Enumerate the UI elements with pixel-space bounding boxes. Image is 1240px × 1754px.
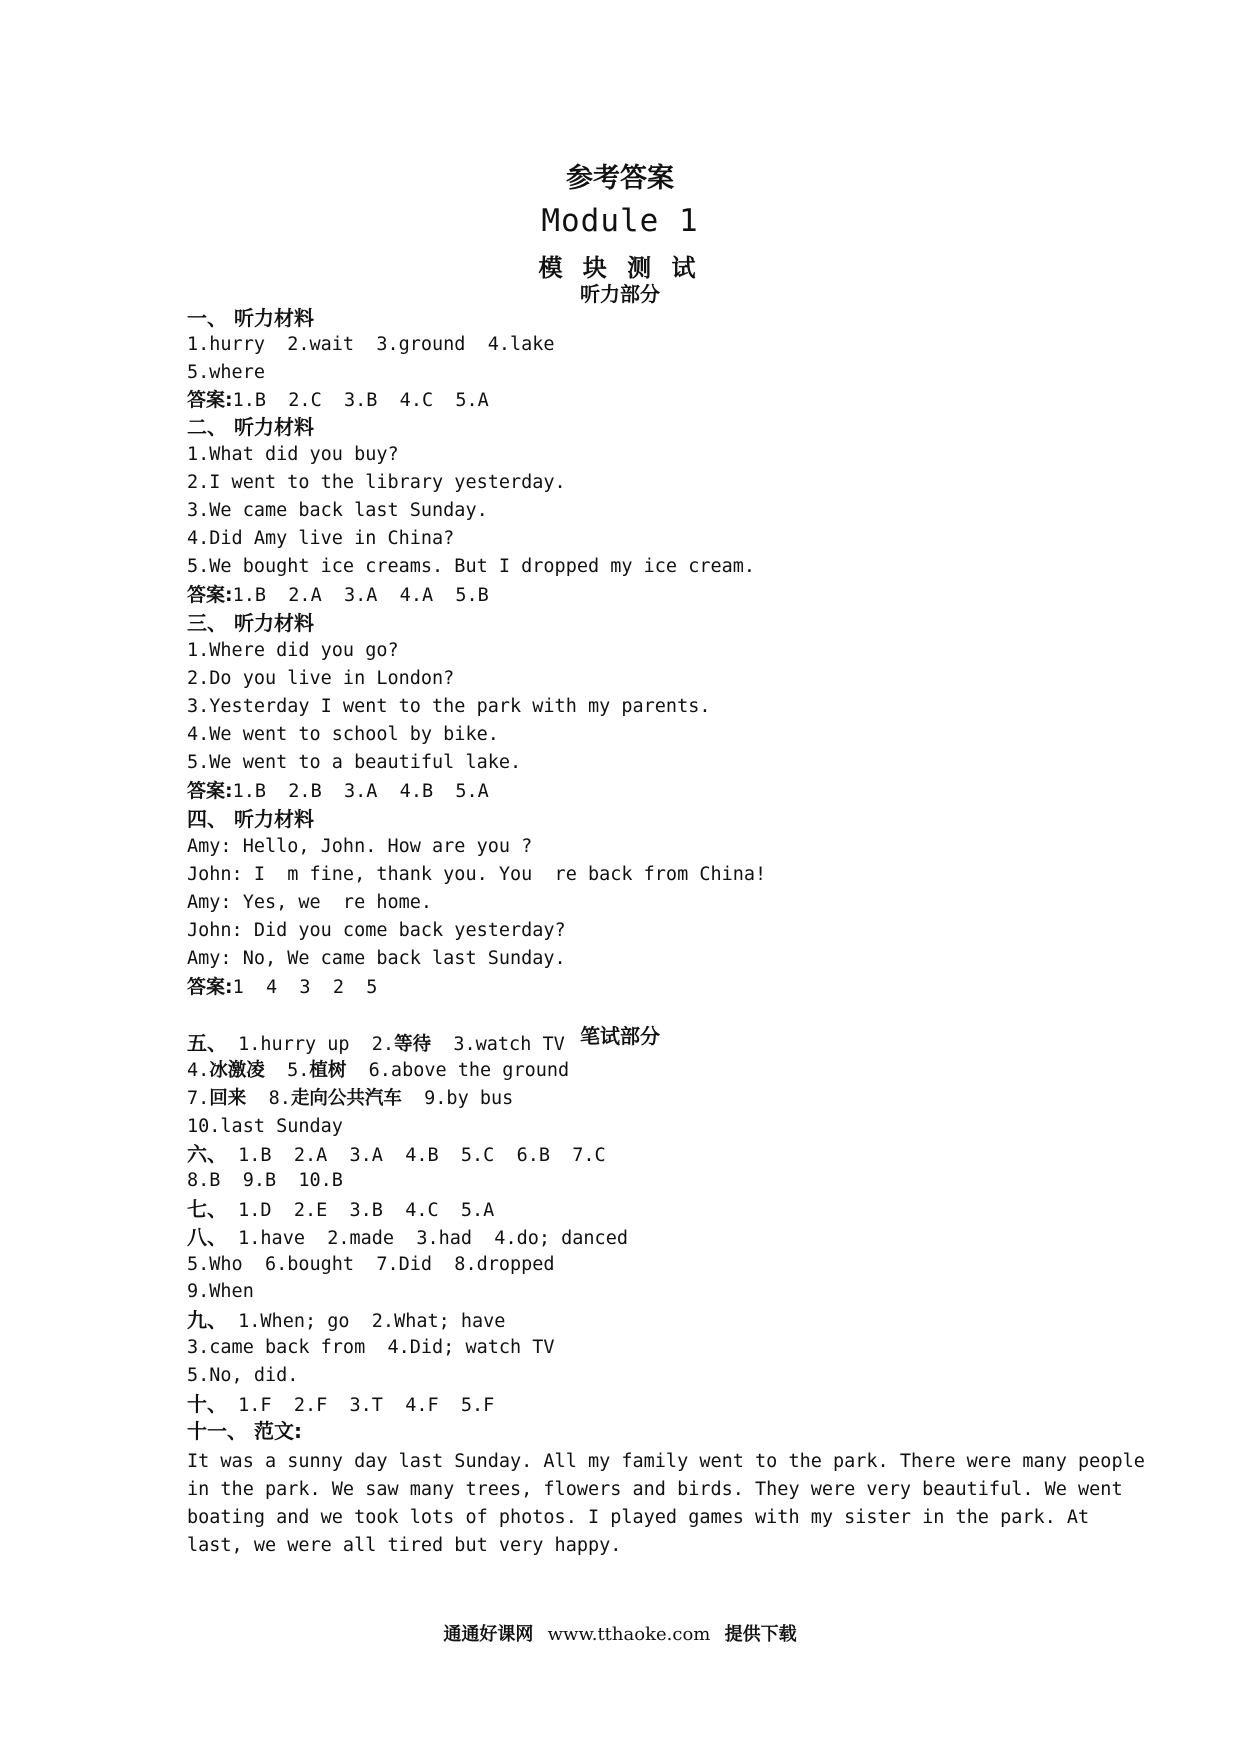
section-2-line: 4.Did Amy live in China?	[187, 528, 455, 549]
answer-text: 1.B 2.C 3.B 4.C 5.A	[232, 390, 489, 411]
section-3-line: 1.Where did you go?	[187, 640, 399, 661]
section-2-heading: 二、 听力材料	[187, 415, 314, 439]
footer-suffix: 提供下载	[724, 1624, 797, 1645]
listening-section-title: 听力部分	[580, 282, 660, 306]
section-9-line: 5.No, did.	[187, 1365, 299, 1386]
section-4-line: John: Did you come back yesterday?	[187, 920, 566, 941]
essay-line: boating and we took lots of photos. I played games with my sister in the park. At	[187, 1507, 1090, 1528]
section-5-line: 7.回来 8.走向公共汽车 9.by bus	[187, 1088, 514, 1109]
section-3-line: 3.Yesterday I went to the park with my parents.	[187, 696, 711, 717]
section-7-line: 七、 1.D 2.E 3.B 4.C 5.A	[187, 1197, 495, 1221]
writing-section-title: 笔试部分	[580, 1024, 660, 1048]
essay-line: in the park. We saw many trees, flowers and birds. They were very beautiful. We went	[187, 1479, 1123, 1500]
answer-text: 1.B 2.A 3.A 4.A 5.B	[232, 585, 489, 606]
footer-site-name: 通通好课网	[443, 1624, 534, 1645]
section-6-line: 8.B 9.B 10.B	[187, 1170, 343, 1191]
answer-label: 答案:	[187, 389, 233, 411]
section-10-line: 十、 1.F 2.F 3.T 4.F 5.F	[187, 1392, 495, 1416]
section-4-line: Amy: Yes, we re home.	[187, 892, 433, 913]
section-3-answer	[187, 778, 489, 804]
section-2-line: 5.We bought ice creams. But I dropped my ice cream.	[187, 556, 756, 577]
section-5-line: 4.冰激凌 5.植树 6.above the ground	[187, 1060, 570, 1081]
section-8-line: 5.Who 6.bought 7.Did 8.dropped	[187, 1254, 555, 1275]
footer-url-link[interactable]: www.tthaoke.com	[547, 1624, 711, 1645]
section-2-line: 2.I went to the library yesterday.	[187, 472, 566, 493]
section-4-line: Amy: No, We came back last Sunday.	[187, 948, 566, 969]
section-1-line: 1.hurry 2.wait 3.ground 4.lake	[187, 334, 555, 355]
section-9-line: 九、 1.When; go 2.What; have	[187, 1308, 506, 1332]
essay-line: It was a sunny day last Sunday. All my family went to the park. There were many people	[187, 1451, 1145, 1472]
section-1-answer	[187, 387, 489, 413]
sample-essay	[187, 1448, 1145, 1560]
section-4-answer	[187, 974, 377, 1000]
section-3-heading: 三、 听力材料	[187, 611, 314, 635]
section-4-line: John: I m fine, thank you. You re back from China!	[187, 864, 767, 885]
section-2-answer	[187, 582, 489, 608]
section-6-line: 六、 1.B 2.A 3.A 4.B 5.C 6.B 7.C	[187, 1142, 606, 1166]
essay-line: last, we were all tired but very happy.	[187, 1535, 622, 1556]
answer-text: 1 4 3 2 5	[232, 977, 378, 998]
section-3-line: 4.We went to school by bike.	[187, 724, 499, 745]
section-8-line: 9.When	[187, 1281, 254, 1302]
test-title: 模 块 测 试	[538, 254, 702, 282]
answer-label: 答案:	[187, 976, 233, 998]
section-11-heading: 十一、 范文:	[187, 1419, 302, 1443]
section-8-line: 八、 1.have 2.made 3.had 4.do; danced	[187, 1225, 628, 1249]
section-1-heading: 一、 听力材料	[187, 306, 314, 330]
answer-text: 1.B 2.B 3.A 4.B 5.A	[232, 781, 489, 802]
section-3-line: 2.Do you live in London?	[187, 668, 455, 689]
section-9-line: 3.came back from 4.Did; watch TV	[187, 1337, 555, 1358]
section-2-line: 3.We came back last Sunday.	[187, 500, 488, 521]
answer-label: 答案:	[187, 584, 233, 606]
section-5-line: 10.last Sunday	[187, 1116, 343, 1137]
answer-label: 答案:	[187, 780, 233, 802]
section-4-line: Amy: Hello, John. How are you ?	[187, 836, 533, 857]
page-title: 参考答案	[566, 163, 674, 194]
section-4-heading: 四、 听力材料	[187, 807, 314, 831]
section-5-line: 五、 1.hurry up 2.等待 3.watch TV	[187, 1031, 565, 1055]
section-1-line: 5.where	[187, 362, 265, 383]
module-title: Module 1	[541, 203, 699, 239]
page-footer	[0, 1620, 1240, 1646]
section-2-line: 1.What did you buy?	[187, 444, 399, 465]
section-3-line: 5.We went to a beautiful lake.	[187, 752, 522, 773]
